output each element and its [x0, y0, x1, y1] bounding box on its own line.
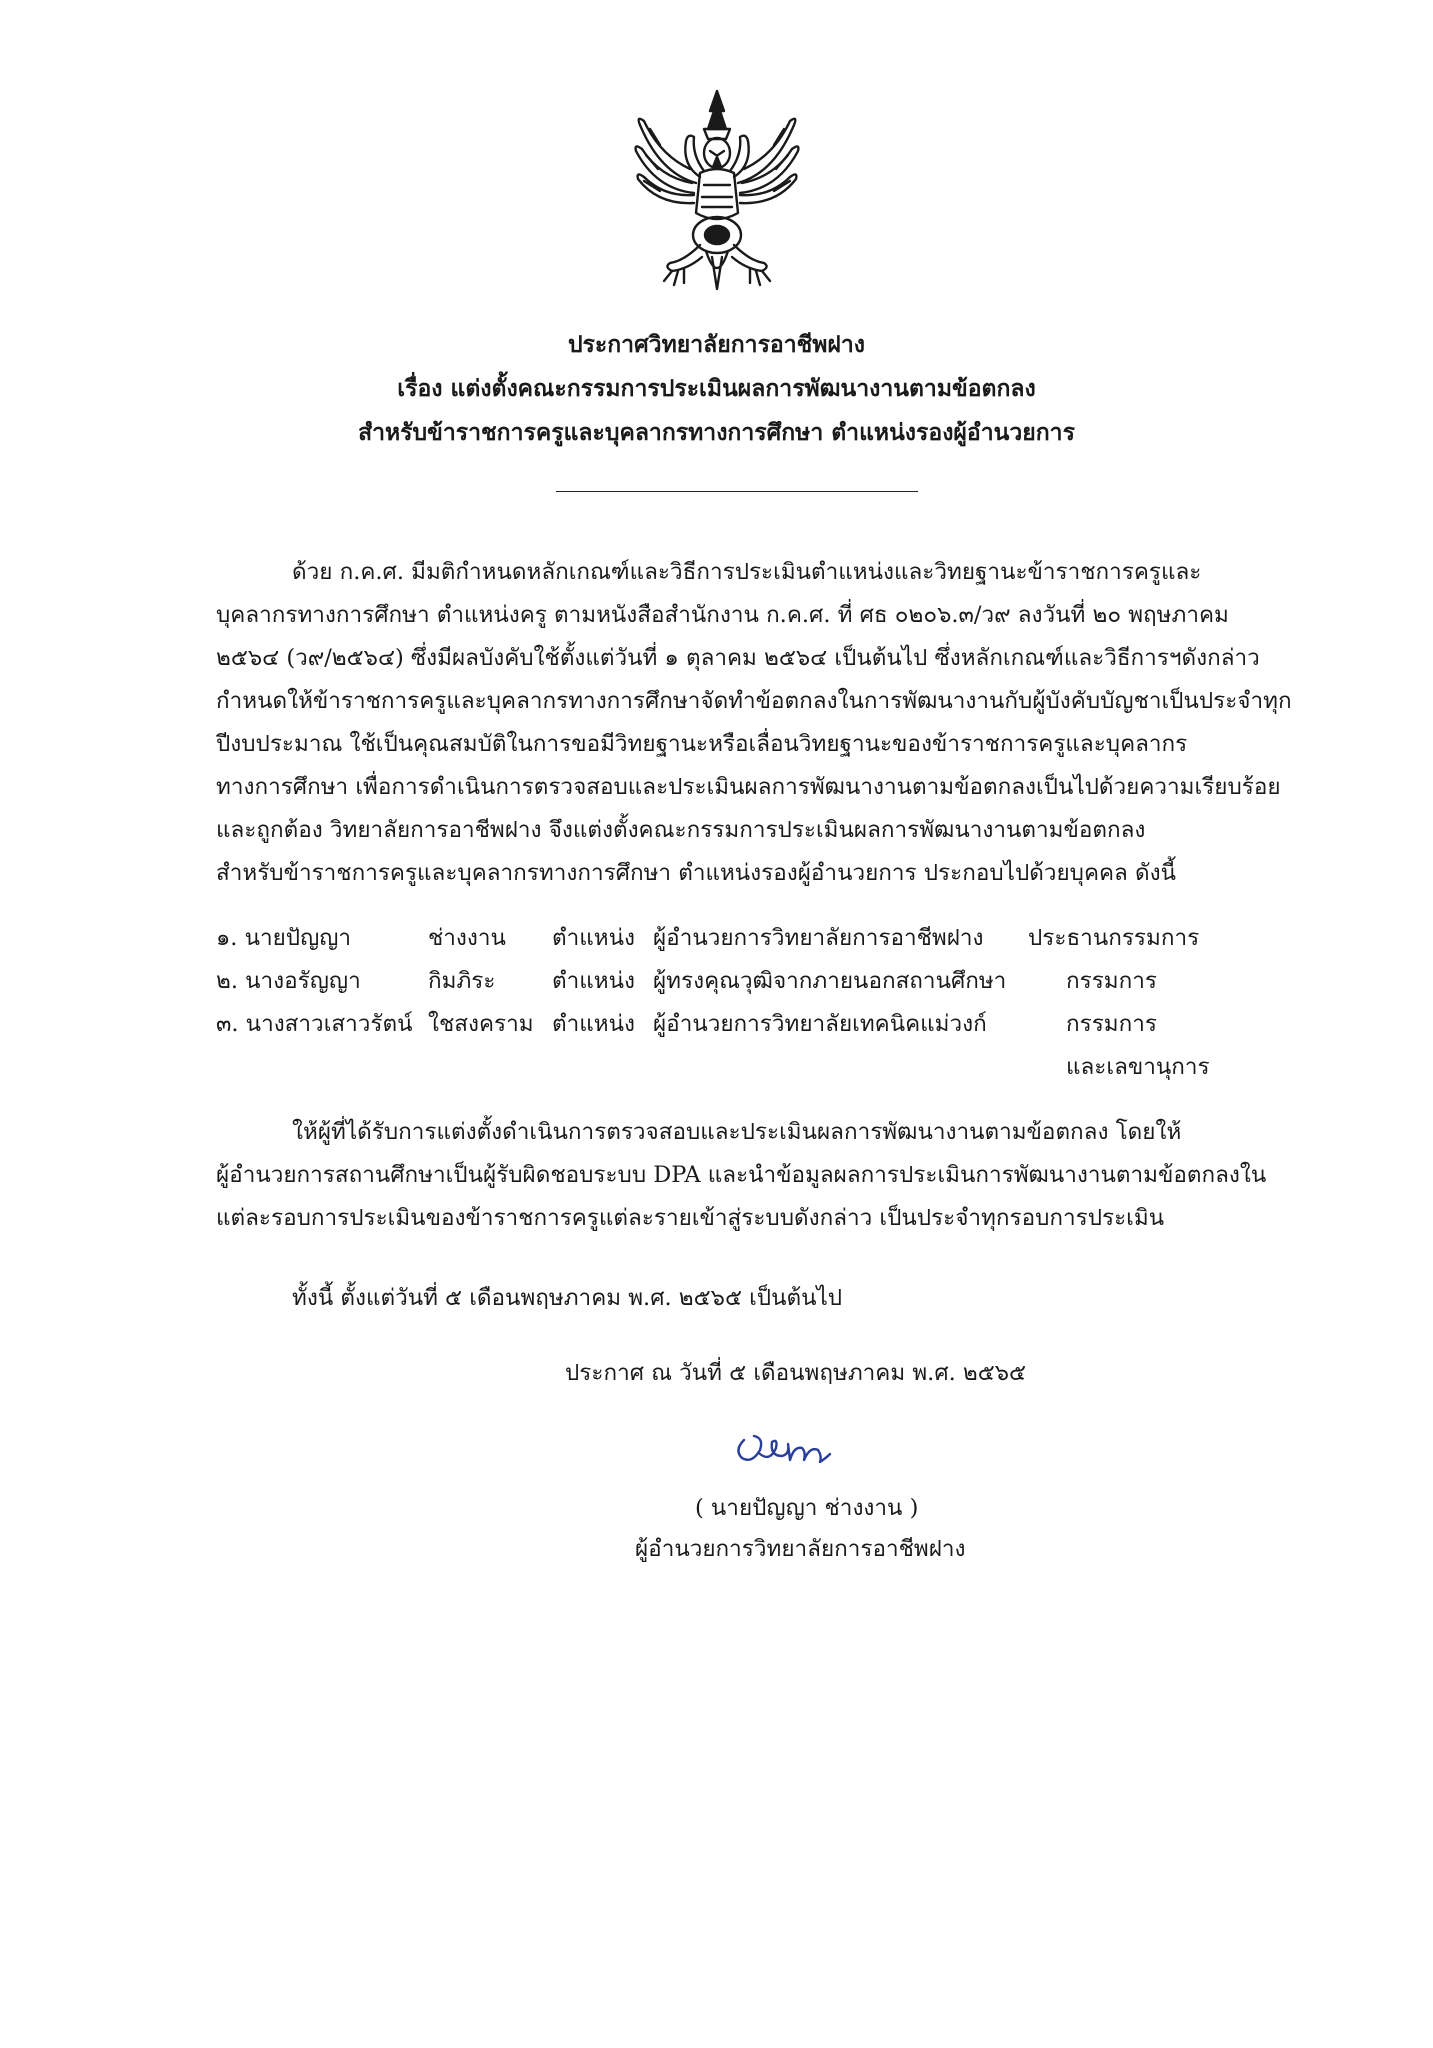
para1-line: บุคลากรทางการศึกษา ตำแหน่งครู ตามหนังสือสำนักงาน ก.ค.ศ. ที่ ศธ ๐๒๐๖.๓/ว๙ ลงวันที่ ๒๐ พฤษภาคม [216, 602, 1229, 628]
position-label: ตำแหน่ง [552, 968, 635, 994]
effective-date: ทั้งนี้ ตั้งแต่วันที่ ๕ เดือนพฤษภาคม พ.ศ. ๒๕๖๕ เป็นต้นไป [292, 1285, 843, 1311]
para1-line: ทางการศึกษา เพื่อการดำเนินการตรวจสอบและประเมินผลการพัฒนางานตามข้อตกลงเป็นไปด้วยความเรียบร้อย [216, 774, 1281, 800]
member-surname: กิมภิระ [428, 968, 496, 994]
member-name: ๑. นายปัญญา [216, 925, 352, 951]
garuda-emblem-icon [630, 85, 805, 295]
member-surname: ช่างงาน [428, 925, 506, 951]
para2-line: ผู้อำนวยการสถานศึกษาเป็นผู้รับผิดชอบระบบ DPA และนำข้อมูลผลการประเมินการพัฒนางานตามข้อตกลงใน [216, 1162, 1267, 1188]
para1-line: ปีงบประมาณ ใช้เป็นคุณสมบัติในการขอมีวิทยฐานะหรือเลื่อนวิทยฐานะของข้าราชการครูและบุคลากร [216, 731, 1188, 757]
para1-line: ด้วย ก.ค.ศ. มีมติกำหนดหลักเกณฑ์และวิธีการประเมินตำแหน่งและวิทยฐานะข้าราชการครูและ [292, 559, 1202, 585]
para2-line: แต่ละรอบการประเมินของข้าราชการครูแต่ละรายเข้าสู่ระบบดังกล่าว เป็นประจำทุกรอบการประเมิน [216, 1205, 1165, 1231]
member-position: ผู้อำนวยการวิทยาลัยการอาชีพฝาง [653, 925, 984, 951]
announcement-title: ประกาศวิทยาลัยการอาชีพฝาง [567, 331, 866, 358]
member-name: ๒. นางอรัญญา [216, 968, 361, 994]
member-position: ผู้ทรงคุณวุฒิจากภายนอกสถานศึกษา [653, 968, 1007, 994]
announcement-subtitle: สำหรับข้าราชการครูและบุคลากรทางการศึกษา ตำแหน่งรองผู้อำนวยการ [358, 419, 1075, 446]
para1-line: สำหรับข้าราชการครูและบุคลากรทางการศึกษา ตำแหน่งรองผู้อำนวยการ ประกอบไปด้วยบุคคล ดังนี้ [216, 860, 1176, 886]
signer-name: ( นายปัญญา ช่างงาน ) [695, 1495, 919, 1521]
para1-line: ๒๕๖๔ (ว๙/๒๕๖๔) ซึ่งมีผลบังคับใช้ตั้งแต่วันที่ ๑ ตุลาคม ๒๕๖๔ เป็นต้นไป ซึ่งหลักเกณฑ์และวิธีการฯดังกล่าว [216, 645, 1260, 671]
para1-line: และถูกต้อง วิทยาลัยการอาชีพฝาง จึงแต่งตั้งคณะกรรมการประเมินผลการพัฒนางานตามข้อตกลง [216, 817, 1146, 843]
member-role: กรรมการ [1066, 1011, 1157, 1037]
signature-icon [730, 1420, 860, 1480]
member-role-continued: และเลขานุการ [1066, 1054, 1210, 1080]
member-position: ผู้อำนวยการวิทยาลัยเทคนิคแม่วงก์ [653, 1011, 987, 1037]
signer-title: ผู้อำนวยการวิทยาลัยการอาชีพฝาง [635, 1536, 966, 1562]
announcement-subject: เรื่อง แต่งตั้งคณะกรรมการประเมินผลการพัฒนางานตามข้อตกลง [397, 375, 1036, 402]
header-divider [556, 491, 918, 492]
para1-line: กำหนดให้ข้าราชการครูและบุคลากรทางการศึกษาจัดทำข้อตกลงในการพัฒนางานกับผู้บังคับบัญชาเป็นประจำทุก [216, 688, 1292, 714]
member-role: ประธานกรรมการ [1028, 925, 1200, 951]
member-surname: ใชสงคราม [428, 1011, 534, 1037]
member-role: กรรมการ [1066, 968, 1157, 994]
position-label: ตำแหน่ง [552, 1011, 635, 1037]
announce-date: ประกาศ ณ วันที่ ๕ เดือนพฤษภาคม พ.ศ. ๒๕๖๕ [565, 1360, 1027, 1386]
para2-line: ให้ผู้ที่ได้รับการแต่งตั้งดำเนินการตรวจสอบและประเมินผลการพัฒนางานตามข้อตกลง โดยให้ [292, 1119, 1182, 1145]
position-label: ตำแหน่ง [552, 925, 635, 951]
member-name: ๓. นางสาวเสาวรัตน์ [216, 1011, 413, 1037]
